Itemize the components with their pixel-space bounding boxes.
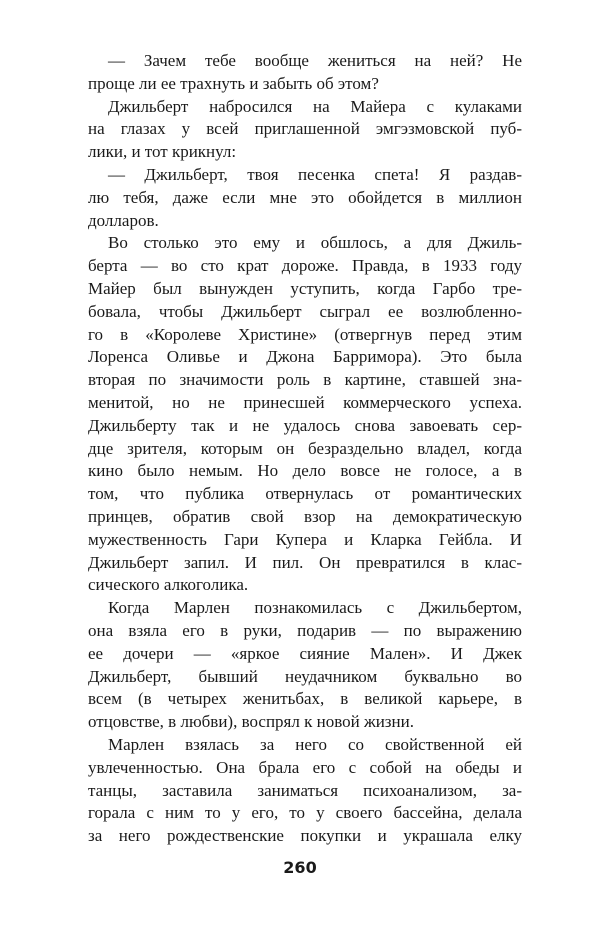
text-line: Джильберт набросился на Майера с кулаками	[108, 96, 522, 116]
text-line: ее дочери — «яркое сияние Мален». И Джек	[88, 643, 522, 663]
text-line: всем (в четырех женитьбах, в великой карьере, в	[88, 689, 522, 709]
text-line: го в «Королеве Христине» (отвергнув перед этим	[88, 324, 522, 344]
text-line: проще ли ее трахнуть и забыть об этом?	[88, 73, 379, 93]
text-line: отцовстве, в любви), воспрял к новой жизни.	[88, 712, 414, 732]
text-line: менитой, но не принесшей коммерческого успеха.	[88, 392, 522, 412]
text-line: Лоренса Оливье и Джона Барримора). Это была	[88, 347, 522, 367]
text-line: том, что публика отвернулась от романтических	[88, 484, 522, 504]
text-line: Майер был вынужден уступить, когда Гарбо тре-	[88, 278, 522, 298]
text-line: Джильберту так и не удалось снова завоевать сер-	[88, 415, 522, 435]
text-line: Марлен взялась за него со свойственной ей	[108, 734, 522, 754]
text-line: она взяла его в руки, подарив — по выражению	[88, 620, 522, 640]
text-line: сического алкоголика.	[88, 575, 249, 595]
page-body-text	[88, 50, 522, 848]
text-line: Когда Марлен познакомилась с Джильбертом,	[108, 598, 522, 618]
text-line: бовала, чтобы Джильберт сыграл ее возлюбленно-	[88, 301, 522, 321]
text-line: увлеченностью. Она брала его с собой на обеды и	[88, 757, 522, 777]
page-number: 260	[283, 858, 317, 877]
text-line: — Джильберт, твоя песенка спета! Я раздав-	[108, 164, 522, 184]
text-line: Джильберт запил. И пил. Он превратился в клас-	[88, 552, 522, 572]
text-line: лики, и тот крикнул:	[88, 142, 237, 162]
text-line: вторая по значимости роль в картине, ставшей зна-	[88, 370, 522, 390]
text-line: берта — во сто крат дороже. Правда, в 1933 году	[88, 256, 522, 276]
text-line: горала с ним то у его, то у своего бассейна, делала	[88, 803, 522, 823]
text-line: мужественность Гари Купера и Кларка Гейбла. И	[88, 529, 522, 549]
text-line: Джильберт, бывший неудачником буквально во	[88, 666, 522, 686]
text-line: за него рождественские покупки и украшала елку	[88, 826, 522, 846]
text-line: на глазах у всей приглашенной эмгэзмовской пуб-	[88, 119, 522, 139]
text-line: долларов.	[88, 210, 159, 230]
text-line: лю тебя, даже если мне это обойдется в миллион	[88, 187, 522, 207]
text-line: — Зачем тебе вообще жениться на ней? Не	[108, 51, 522, 70]
text-line: дце зрителя, которым он безраздельно владел, когда	[88, 438, 522, 458]
text-line: принцев, обратив свой взор на демократическую	[88, 506, 522, 526]
text-line: кино было немым. Но дело вовсе не голосе, а в	[88, 461, 522, 481]
text-line: Во столько это ему и обшлось, а для Джиль-	[108, 233, 522, 253]
text-line: танцы, заставила заниматься психоанализом, за-	[88, 780, 522, 800]
